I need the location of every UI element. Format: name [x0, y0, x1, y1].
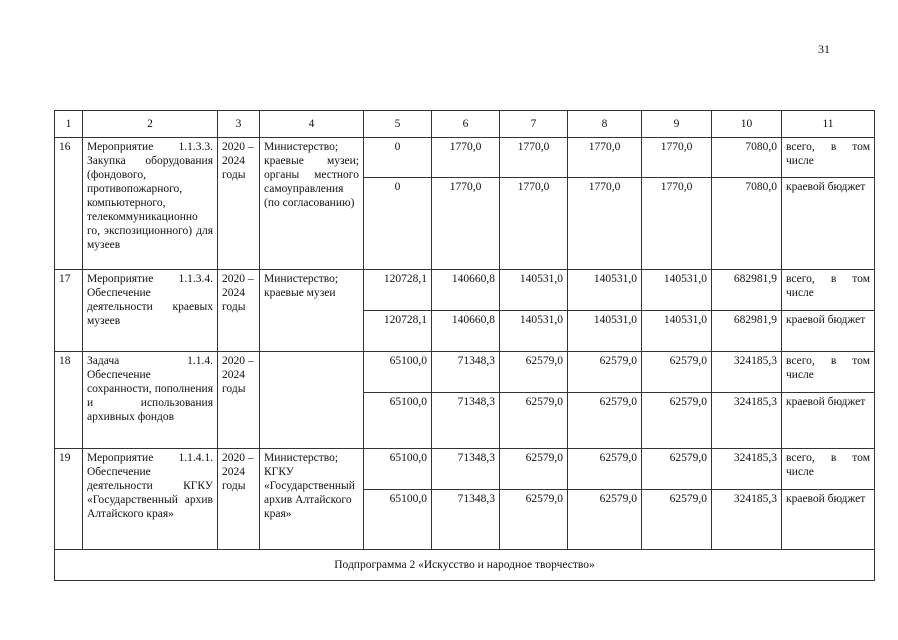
value-cell: 1770,0	[500, 178, 568, 270]
column-header: 5	[364, 111, 432, 138]
value-cell: 62579,0	[642, 490, 712, 550]
source-label: всего, в том числе	[782, 352, 875, 393]
value-cell: 1770,0	[500, 138, 568, 178]
value-cell: 7080,0	[712, 178, 782, 270]
row-number: 16	[55, 138, 83, 270]
subprogram-title: Подпрограмма 2 «Искусство и народное творчество»	[55, 550, 875, 581]
value-cell: 65100,0	[364, 449, 432, 490]
source-label: всего, в том числе	[782, 270, 875, 311]
value-cell: 65100,0	[364, 393, 432, 449]
value-cell: 1770,0	[642, 178, 712, 270]
source-label: всего, в том числе	[782, 138, 875, 178]
column-header: 2	[83, 111, 218, 138]
table-row	[55, 138, 875, 178]
column-header: 11	[782, 111, 875, 138]
value-cell: 682981,9	[712, 311, 782, 352]
column-header: 3	[218, 111, 260, 138]
value-cell: 1770,0	[568, 138, 642, 178]
period-cell: 2020 – 2024 годы	[218, 449, 260, 550]
value-cell: 140531,0	[568, 270, 642, 311]
value-cell: 65100,0	[364, 490, 432, 550]
value-cell: 62579,0	[500, 449, 568, 490]
column-header: 10	[712, 111, 782, 138]
value-cell: 62579,0	[568, 449, 642, 490]
source-label: всего, в том числе	[782, 449, 875, 490]
task-name: Задача 1.1.4. Обеспечение сохранности, пополнения и использования архивных фондов	[83, 352, 218, 449]
value-cell: 71348,3	[432, 352, 500, 393]
column-header: 8	[568, 111, 642, 138]
table-header-row	[55, 111, 875, 138]
column-header: 9	[642, 111, 712, 138]
column-header: 1	[55, 111, 83, 138]
executor-cell: Министерство; КГКУ «Государственный архив Алтайского края»	[260, 449, 364, 550]
value-cell: 62579,0	[568, 490, 642, 550]
source-label: краевой бюджет	[782, 393, 875, 449]
source-label: краевой бюджет	[782, 311, 875, 352]
value-cell: 140531,0	[500, 311, 568, 352]
value-cell: 682981,9	[712, 270, 782, 311]
period-cell: 2020 – 2024 годы	[218, 138, 260, 270]
table-row	[55, 449, 875, 490]
value-cell: 62579,0	[500, 352, 568, 393]
value-cell: 120728,1	[364, 270, 432, 311]
value-cell: 7080,0	[712, 138, 782, 178]
value-cell: 62579,0	[642, 449, 712, 490]
value-cell: 324185,3	[712, 449, 782, 490]
column-header: 4	[260, 111, 364, 138]
table-row	[55, 352, 875, 393]
value-cell: 1770,0	[432, 138, 500, 178]
value-cell: 0	[364, 138, 432, 178]
period-cell: 2020 – 2024 годы	[218, 270, 260, 352]
value-cell: 71348,3	[432, 449, 500, 490]
subprogram-row	[55, 550, 875, 581]
value-cell: 140531,0	[642, 311, 712, 352]
row-number: 17	[55, 270, 83, 352]
value-cell: 62579,0	[568, 393, 642, 449]
source-label: краевой бюджет	[782, 178, 875, 270]
value-cell: 62579,0	[642, 352, 712, 393]
value-cell: 71348,3	[432, 490, 500, 550]
value-cell: 1770,0	[568, 178, 642, 270]
measure-name: Мероприятие 1.1.4.1. Обеспечение деятельности КГКУ «Государственный архив Алтайского края»	[83, 449, 218, 550]
value-cell: 62579,0	[568, 352, 642, 393]
value-cell: 324185,3	[712, 352, 782, 393]
table-row	[55, 270, 875, 311]
value-cell: 71348,3	[432, 393, 500, 449]
value-cell: 62579,0	[500, 393, 568, 449]
value-cell: 324185,3	[712, 393, 782, 449]
period-cell: 2020 – 2024 годы	[218, 352, 260, 449]
executor-cell	[260, 352, 364, 449]
measure-name: Мероприятие 1.1.3.4. Обеспечение деятельности краевых музеев	[83, 270, 218, 352]
value-cell: 140660,8	[432, 311, 500, 352]
value-cell: 120728,1	[364, 311, 432, 352]
row-number: 19	[55, 449, 83, 550]
value-cell: 140660,8	[432, 270, 500, 311]
value-cell: 1770,0	[642, 138, 712, 178]
page-number: 31	[818, 42, 830, 56]
value-cell: 1770,0	[432, 178, 500, 270]
column-header: 6	[432, 111, 500, 138]
column-header: 7	[500, 111, 568, 138]
value-cell: 62579,0	[642, 393, 712, 449]
budget-table	[54, 110, 875, 581]
executor-cell: Министерство; краевые музеи	[260, 270, 364, 352]
value-cell: 0	[364, 178, 432, 270]
measure-name: Мероприятие 1.1.3.3. Закупка оборудования (фондового, противопожарного, компьютерного, телекоммуникационно го, экспозиционного) для музеев	[83, 138, 218, 270]
value-cell: 140531,0	[568, 311, 642, 352]
value-cell: 324185,3	[712, 490, 782, 550]
value-cell: 140531,0	[500, 270, 568, 311]
value-cell: 140531,0	[642, 270, 712, 311]
row-number: 18	[55, 352, 83, 449]
source-label: краевой бюджет	[782, 490, 875, 550]
value-cell: 62579,0	[500, 490, 568, 550]
executor-cell: Министерство; краевые музеи; органы местного самоуправления (по согласованию)	[260, 138, 364, 270]
value-cell: 65100,0	[364, 352, 432, 393]
